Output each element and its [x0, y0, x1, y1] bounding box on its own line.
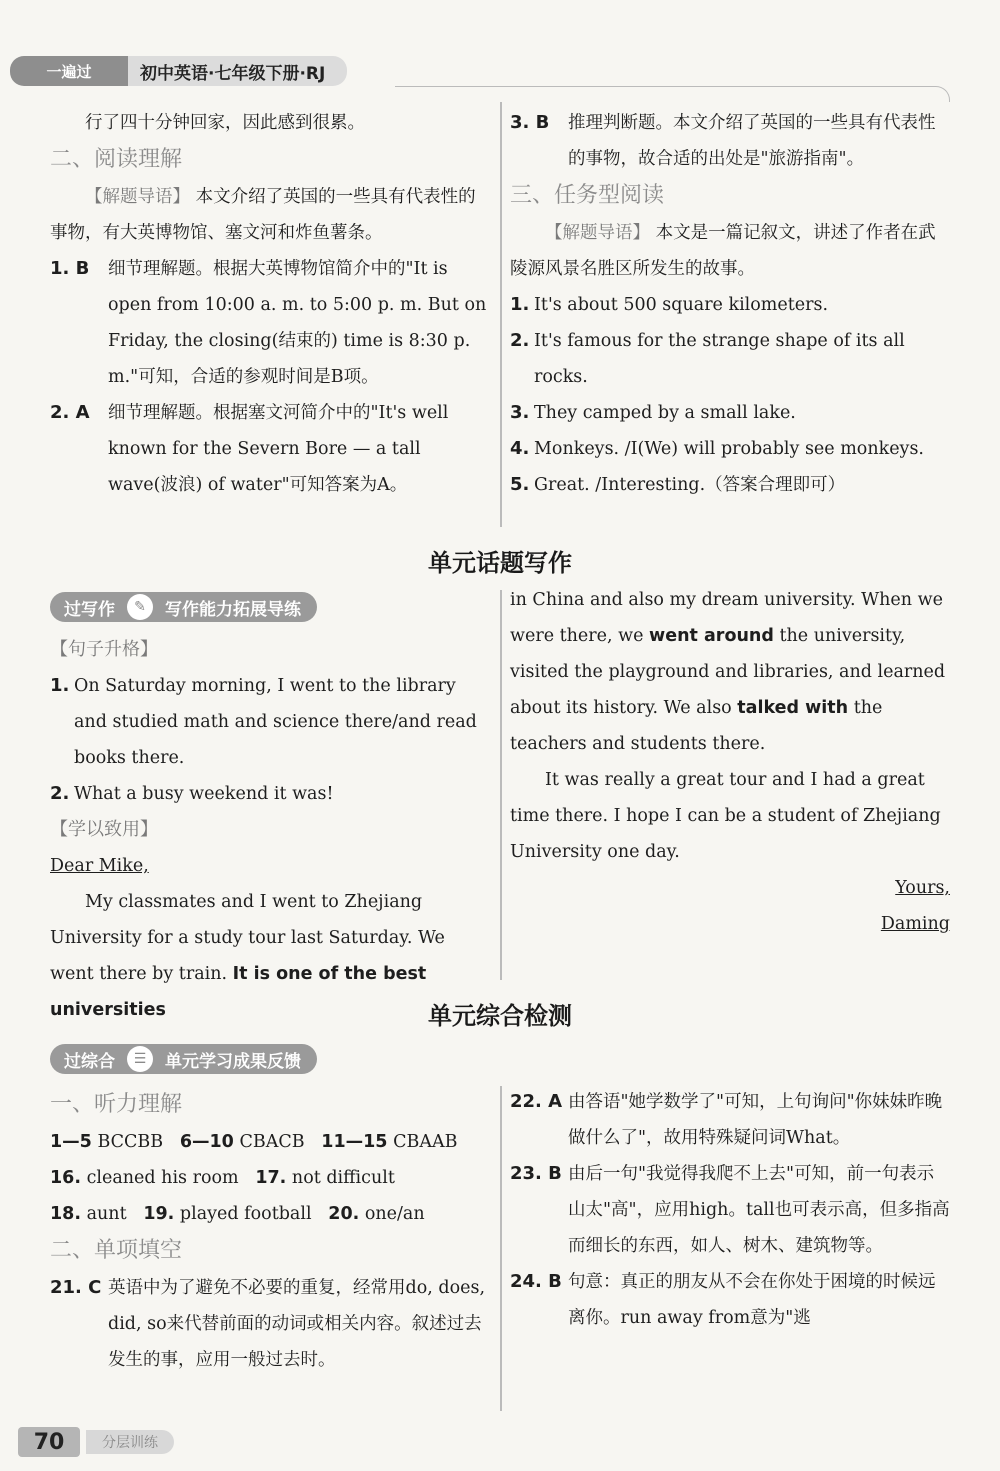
letter-signature: Daming [880, 914, 950, 934]
highlighted-phrase: It is one of the best universities [50, 964, 427, 1020]
book-title: 初中英语·七年级下册·RJ [128, 56, 347, 86]
answer-number: 4. [510, 438, 530, 459]
column-divider [500, 1086, 502, 1411]
answer-text: 英语中为了避免不必要的重复，经常用do, does, did, so来代替前面的动词或相关内容。叙述过去发生的事，应用一般过去时。 [108, 1278, 486, 1370]
answer-number: 20. [328, 1204, 360, 1224]
series-logo: 一遍过 [10, 56, 128, 86]
answer-item [510, 1156, 950, 1264]
carryover-line: 行了四十分钟回家，因此感到很累。 [85, 113, 365, 133]
answer-number: 19. [143, 1204, 175, 1224]
letter-greeting: Dear Mike, [50, 856, 149, 876]
writing-pill [50, 592, 317, 622]
answer-text: 由答语"她学数学了"可知，上句询问"你妹妹昨晚做什么了"，故用特殊疑问词What。 [568, 1092, 943, 1148]
listening-row [50, 1196, 490, 1232]
answer-text: not difficult [291, 1168, 395, 1188]
answer-number: 3. [510, 402, 530, 423]
answer-text: BCCBB [97, 1132, 164, 1152]
answer-text: 由后一句"我觉得我爬不上去"可知，前一句表示山太"高"，应用high。tall也可表示高，但多指高而细长的东西，如人、树木、建筑物等。 [568, 1164, 950, 1256]
answer-item [50, 251, 490, 395]
footer-label: 分层训练 [86, 1430, 174, 1454]
apply-head: 【学以致用】 [50, 819, 158, 840]
answer-item [510, 1264, 950, 1336]
sentence-upgrade-head: 【句子升格】 [50, 639, 158, 660]
pill-label: 过综合 [64, 1051, 115, 1072]
header-rule [395, 86, 950, 102]
answer-text: aunt [86, 1204, 127, 1224]
answer-text: cleaned his room [86, 1168, 239, 1188]
highlighted-phrase: talked with [737, 698, 849, 718]
answer-number: 1—5 [50, 1132, 92, 1152]
guide-text: 本文是一篇记叙文，讲述了作者在武陵源风景名胜区所发生的故事。 [510, 223, 936, 279]
answer-number: 21. C [50, 1277, 102, 1298]
column-divider [500, 590, 502, 980]
pill-subtitle: 单元学习成果反馈 [165, 1051, 301, 1072]
list-item [510, 431, 950, 467]
list-item [510, 467, 950, 503]
reading-guide [50, 179, 490, 251]
list-item [50, 668, 490, 776]
paragraph-text: the teachers and students there. [510, 698, 883, 754]
guide-label: 【解题导语】 [85, 187, 190, 207]
answer-text: played football [179, 1204, 312, 1224]
answer-text: 句意：真正的朋友从不会在你处于困境的时候远离你。run away from意为"逃 [568, 1272, 936, 1328]
list-icon: ☰ [127, 1046, 153, 1072]
paragraph-text: My classmates and I went to Zhejiang University for a study tour last Saturday. We went there by train. [50, 892, 445, 984]
paragraph-text: in China and also my dream university. When we were there, we [510, 590, 943, 646]
answer-text: Great. /Interesting.（答案合理即可） [534, 475, 846, 495]
item-text: On Saturday morning, I went to the library and studied math and science there/and read books there. [74, 676, 477, 768]
section-single-choice: 二、单项填空 [50, 1238, 183, 1263]
highlighted-phrase: went around [649, 626, 774, 646]
item-number: 1. [50, 675, 70, 696]
item-number: 2. [50, 783, 70, 804]
letter-paragraph [510, 582, 950, 762]
list-item [510, 287, 950, 323]
test-pill [50, 1044, 317, 1074]
answer-item [510, 1084, 950, 1156]
letter-paragraph: It was really a great tour and I had a great time there. I hope I can be a student of Zhejiang University one day. [510, 770, 941, 862]
answer-text: CBACB [239, 1132, 305, 1152]
answer-text: Monkeys. /I(We) will probably see monkeys. [534, 439, 924, 459]
pill-subtitle: 写作能力拓展导练 [165, 599, 301, 620]
answer-number: 18. [50, 1204, 82, 1224]
writing-left-column [50, 632, 490, 1028]
page-header [10, 56, 347, 86]
answer-number: 1. [510, 294, 530, 315]
answer-number: 5. [510, 474, 530, 495]
item-text: What a busy weekend it was! [74, 784, 334, 804]
writing-title: 单元话题写作 [428, 549, 572, 577]
answer-text: 细节理解题。根据塞文河简介中的"It's well known for the Severn Bore — a tall wave(波浪) of water"可知答案为A。 [108, 403, 449, 495]
answer-number: 2. A [50, 402, 90, 423]
answer-number: 24. B [510, 1271, 562, 1292]
list-item [510, 395, 950, 431]
section-task-reading: 三、任务型阅读 [510, 183, 665, 208]
answer-text: It's famous for the strange shape of its all rocks. [534, 331, 905, 387]
answer-text: one/an [364, 1204, 425, 1224]
answer-item [510, 105, 950, 177]
task-guide [510, 215, 950, 287]
paragraph-text: the university, visited the playground and libraries, and learned about its history. We also [510, 626, 946, 718]
answer-number: 11—15 [321, 1132, 388, 1152]
answer-number: 6—10 [179, 1132, 234, 1152]
listening-row [50, 1160, 490, 1196]
answer-number: 1. B [50, 258, 90, 279]
section-listening: 一、听力理解 [50, 1092, 183, 1117]
test-left-column [50, 1086, 490, 1378]
letter-closing: Yours, [895, 878, 950, 898]
pill-label: 过写作 [64, 599, 115, 620]
guide-label: 【解题导语】 [545, 223, 650, 243]
answer-text: It's about 500 square kilometers. [534, 295, 829, 315]
answer-number: 2. [510, 330, 530, 351]
test-title: 单元综合检测 [428, 1002, 572, 1030]
right-top-column [510, 105, 950, 503]
writing-right-column [510, 582, 950, 942]
answer-number: 23. B [510, 1163, 562, 1184]
page-number: 70 [18, 1427, 80, 1457]
guide-text: 本文介绍了英国的一些具有代表性的事物，有大英博物馆、塞文河和炸鱼薯条。 [50, 187, 476, 243]
left-top-column [50, 105, 490, 503]
answer-number: 22. A [510, 1091, 563, 1112]
answer-item [50, 395, 490, 503]
listening-row [50, 1124, 490, 1160]
answer-item [50, 1270, 490, 1378]
list-item [510, 323, 950, 395]
answer-number: 16. [50, 1168, 82, 1188]
answer-text: 推理判断题。本文介绍了英国的一些具有代表性的事物，故合适的出处是"旅游指南"。 [568, 113, 936, 169]
answer-number: 17. [255, 1168, 287, 1188]
section-reading: 二、阅读理解 [50, 147, 183, 172]
answer-text: CBAAB [393, 1132, 458, 1152]
answer-text: 细节理解题。根据大英博物馆简介中的"It is open from 10:00 a. m. to 5:00 p. m. But on Friday, the closing(结束的) time is 8:30 p. m."可知，合适的参观时间是B项。 [108, 259, 487, 387]
column-divider [500, 102, 502, 527]
test-right-column [510, 1084, 950, 1336]
answer-text: They camped by a small lake. [534, 403, 796, 423]
answer-number: 3. B [510, 112, 550, 133]
list-item [50, 776, 490, 812]
pen-icon: ✎ [127, 594, 153, 620]
